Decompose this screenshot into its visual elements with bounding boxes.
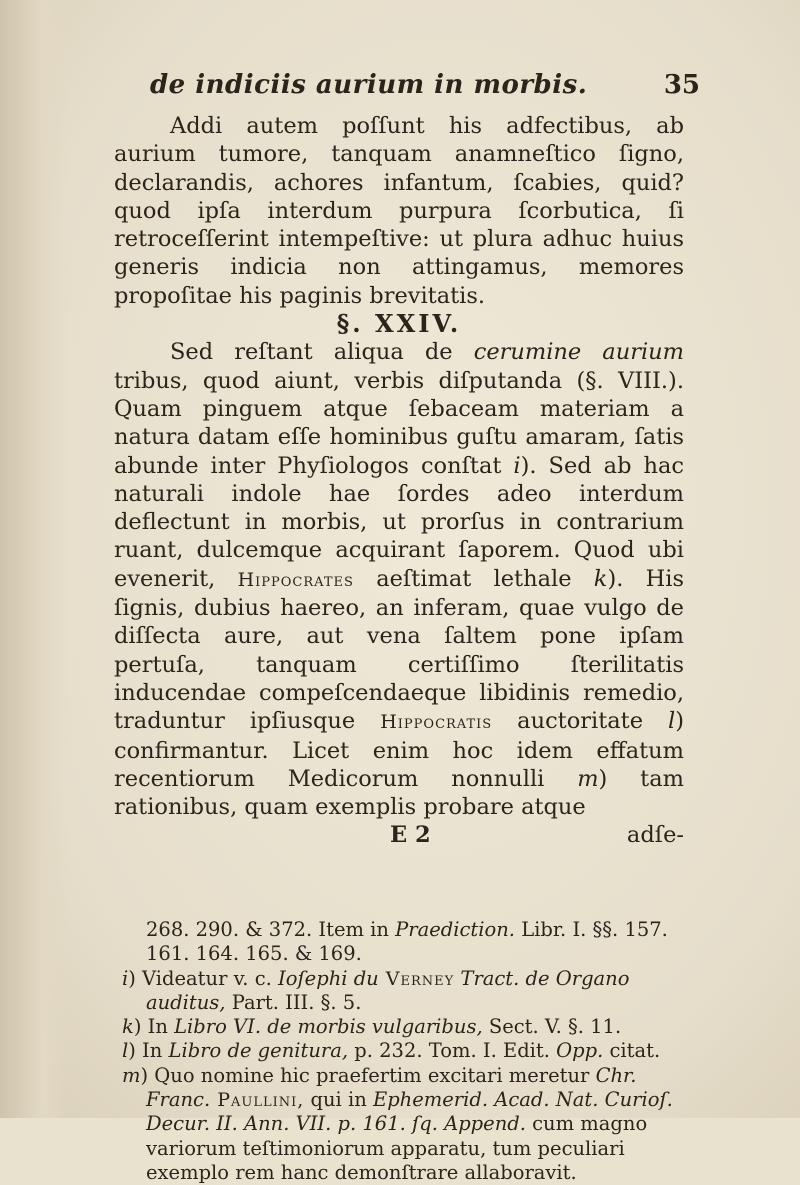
footnote-i: i) Videatur v. c. Ioſephi du Verney Tract. de Organo auditus, Part. III. §. 5.	[122, 966, 630, 1014]
footnote-continuation: 268. 290. & 372. Item in Praediction. Libr. I. §§. 157. 161. 164. 165. & 169.	[146, 918, 668, 966]
paragraph-2: Sed reſtant aliqua de cerumine aurium tribus, quod aiunt, verbis diſputanda (§. VIII.). Quam pinguem atque ſebaceam materiam a natura datam eſſe hominibus guſtu amaram, ſatis abunde inter Phyſiologos conſtat i). Sed ab hac naturali indole hae ſordes adeo interdum deflectunt in morbis, ut prorſus in contrarium ruant, dulcemque acquirant ſaporem. Quod ubi evenerit, Hippocrates aeſtimat lethale k). His ſignis, dubius haereo, an inferam, quae vulgo de diſſecta aure, aut vena ſaltem pone ipſam pertuſa, tanquam certiſſimo ſterilitatis inducendae compeſcendaeque libidinis remedio, traduntur ipſiusque Hippocratis auctoritate l) confirmantur. Licet enim hoc idem effatum recentiorum Medicorum nonnulli m) tam rationibus, quam exemplis probare atque	[114, 339, 685, 821]
footnote-l: l) In Libro de genitura, p. 232. Tom. I. Edit. Opp. citat.	[122, 1039, 661, 1063]
book-spine-shadow	[0, 0, 70, 1118]
section-heading: §. XXIV.	[336, 309, 462, 339]
paragraph-1: Addi autem poſſunt his adfectibus, ab aurium tumore, tanquam anamneſtico ſigno, declarandis, achores infantum, ſcabies, quid? quod ipſa interdum purpura ſcorbutica, ſi retroceſſerint intempeſtive: ut plura adhuc huius generis indicia non attingamus, memores propoſitae his paginis brevitatis.	[114, 113, 684, 309]
signature-line	[114, 821, 684, 849]
main-text	[114, 112, 684, 849]
author-hippocratis: Hippocratis	[380, 711, 493, 734]
footnote-k: k) In Libro VI. de morbis vulgaribus, Sect. V. §. 11.	[122, 1015, 622, 1039]
running-head: de indiciis aurium in morbis.	[150, 70, 588, 100]
signature-mark: E 2	[390, 822, 431, 849]
author-hippocrates: Hippocrates	[237, 568, 354, 591]
page-number: 35	[663, 70, 700, 100]
page-header	[150, 70, 700, 110]
footnote-m: m) Quo nomine hic praefertim excitari meretur Chr. Franc. Paullini, qui in Ephemerid. Acad. Nat. Curioſ. Decur. II. Ann. VII. p. 161. ſq. Append. cum magno variorum teſtimoniorum apparatu, tum peculiari exemplo rem hanc demonſtrare allaboravit.	[122, 1063, 673, 1184]
footnotes	[122, 918, 682, 1185]
catchword: adſe-	[626, 822, 684, 849]
